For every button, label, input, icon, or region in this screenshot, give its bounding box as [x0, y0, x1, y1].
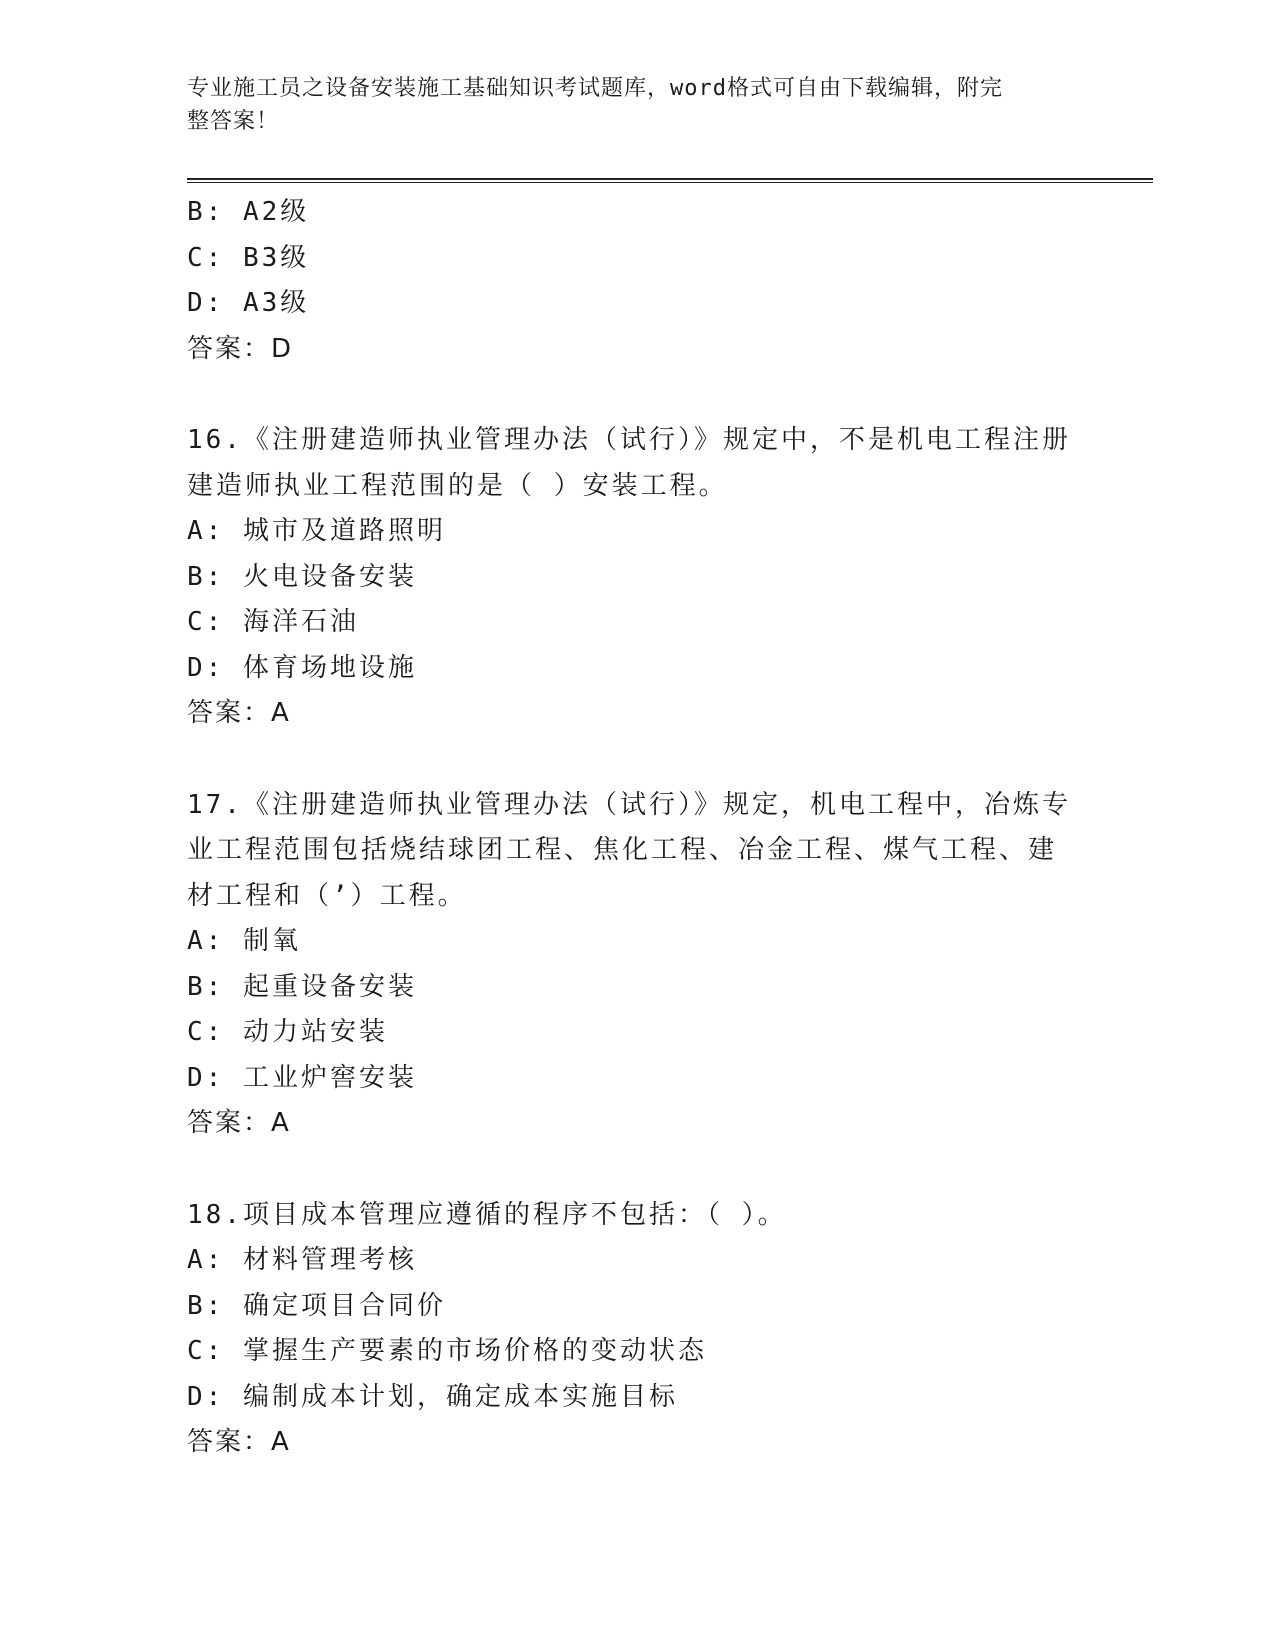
answer: 答案：A — [187, 698, 291, 728]
option-d: D: 体育场地设施 — [187, 652, 417, 683]
prev-question-block — [187, 190, 1087, 372]
option-d: D: 工业炉窖安装 — [187, 1062, 417, 1093]
header-divider-thin — [187, 182, 1153, 183]
option-c: C: 海洋石油 — [187, 607, 359, 637]
option-b: B: 起重设备安装 — [187, 971, 417, 1002]
option-b: B: A2级 — [187, 197, 310, 227]
option-b: B: 确定项目合同价 — [187, 1290, 446, 1321]
question-text-line: 16.《注册建造师执业管理办法（试行）》规定中，不是机电工程注册 — [187, 425, 1071, 455]
question-text-line: 17.《注册建造师执业管理办法（试行）》规定，机电工程中，冶炼专 — [187, 789, 1071, 820]
question-17 — [187, 783, 1087, 1147]
header-divider — [187, 178, 1153, 180]
option-a: A: 城市及道路照明 — [187, 516, 446, 546]
header-line-1: 专业施工员之设备安装施工基础知识考试题库，word格式可自由下载编辑，附完 — [187, 76, 1003, 101]
answer: 答案：A — [187, 1427, 291, 1457]
option-b: B: 火电设备安装 — [187, 561, 417, 592]
question-text-line: 业工程范围包括烧结球团工程、焦化工程、冶金工程、煤气工程、建 — [187, 835, 1058, 865]
option-c: C: 掌握生产要素的市场价格的变动状态 — [187, 1336, 707, 1366]
option-c: C: 动力站安装 — [187, 1017, 388, 1047]
question-text-line: 建造师执业工程范围的是（ ）安装工程。 — [187, 470, 728, 501]
option-c: C: B3级 — [187, 242, 310, 273]
option-a: A: 材料管理考核 — [187, 1245, 417, 1275]
option-a: A: 制氧 — [187, 926, 301, 956]
question-16 — [187, 418, 1087, 737]
question-text-line: 材工程和（’）工程。 — [187, 880, 467, 911]
question-18 — [187, 1193, 1087, 1466]
header-line-2: 整答案！ — [187, 109, 280, 134]
answer: 答案：D — [187, 333, 294, 364]
question-content — [187, 190, 1087, 1466]
option-d: D: 编制成本计划，确定成本实施目标 — [187, 1381, 678, 1412]
answer: 答案：A — [187, 1108, 291, 1138]
page-header — [187, 72, 1067, 138]
option-d: D: A3级 — [187, 288, 310, 318]
question-text-line: 18.项目成本管理应遵循的程序不包括：（ ）。 — [187, 1199, 787, 1230]
